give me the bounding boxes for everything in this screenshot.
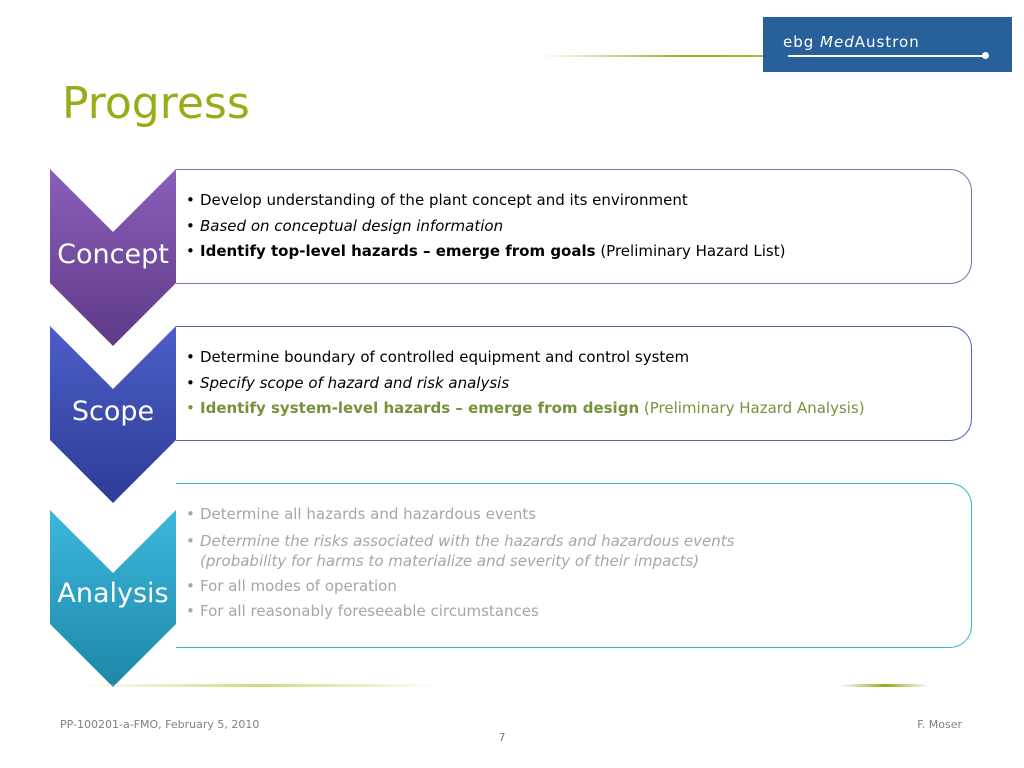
footer-reference: PP-100201-a-FMO, February 5, 2010 <box>60 718 260 731</box>
list-item: • Develop understanding of the plant concept and its environment <box>186 191 688 209</box>
concept-details-box <box>176 169 972 284</box>
page-number: 7 <box>498 731 506 744</box>
footer-accent-line-right <box>840 684 930 687</box>
list-item: • Identify system-level hazards – emerge from design (Preliminary Hazard Analysis) <box>186 399 865 417</box>
scope-details-box <box>176 326 972 441</box>
list-item: • Based on conceptual design information <box>186 216 504 235</box>
stage-label-analysis: Analysis <box>57 578 169 609</box>
stage-label-scope: Scope <box>71 396 155 427</box>
list-item: • Determine all hazards and hazardous events <box>186 505 537 523</box>
list-item: • For all modes of operation <box>186 576 397 595</box>
analysis-details-box <box>176 483 972 648</box>
footer-author: F. Moser <box>917 718 962 731</box>
list-item: • Specify scope of hazard and risk analysis <box>186 373 510 392</box>
list-item: • Identify top-level hazards – emerge from goals (Preliminary Hazard List) <box>186 242 786 260</box>
list-item-continuation: (probability for harms to materialize and severity of their impacts) <box>200 551 700 570</box>
list-item: • Determine the risks associated with the hazards and hazardous events <box>186 531 735 550</box>
logo-text: ebg MedAustron <box>783 33 920 51</box>
page-title: Progress <box>62 78 250 129</box>
stage-label-concept: Concept <box>57 239 169 270</box>
list-item: • For all reasonably foreseeable circumstances <box>186 602 539 620</box>
footer-accent-line-left <box>80 684 440 687</box>
list-item: • Determine boundary of controlled equipment and control system <box>186 348 690 366</box>
